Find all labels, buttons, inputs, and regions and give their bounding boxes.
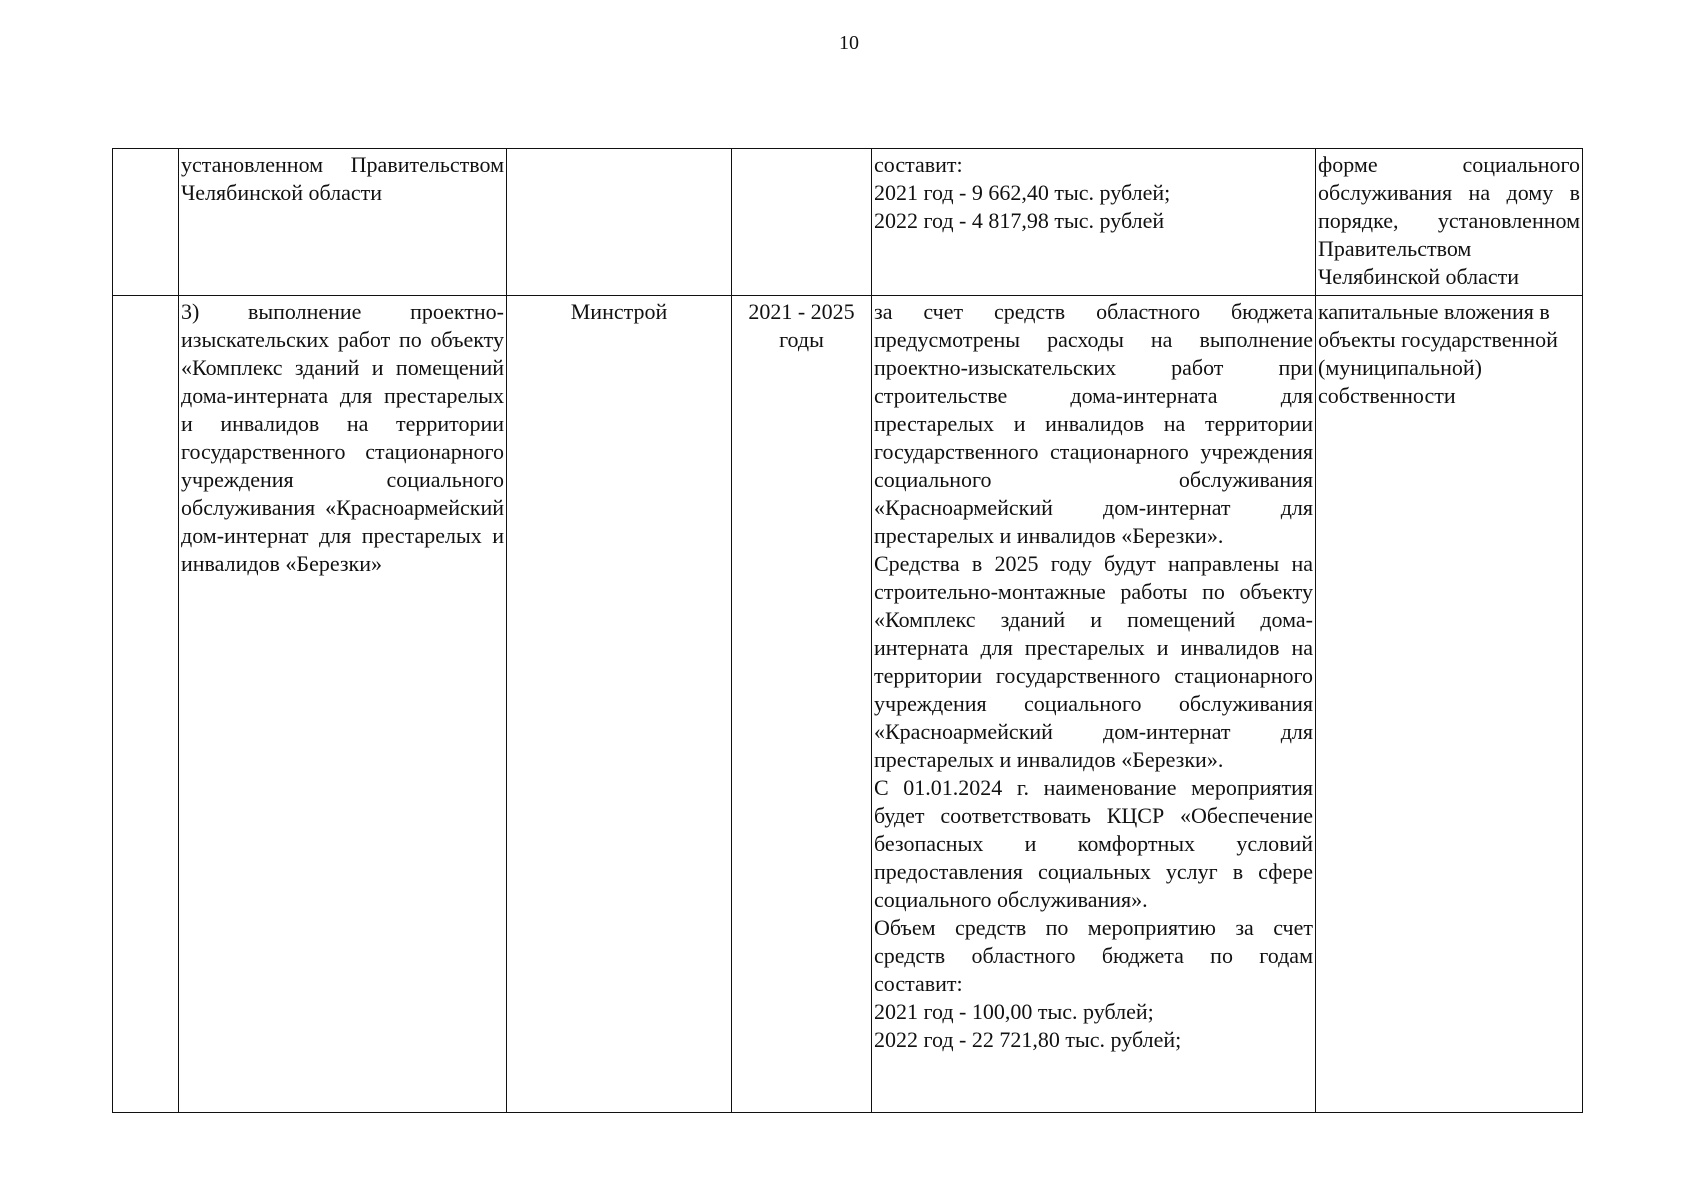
result-text: капитальные вложения в объекты государственной (муниципальной) собственности: [1318, 299, 1558, 408]
program-measures-table: [112, 148, 1583, 1113]
executor-cell: [507, 149, 732, 296]
result-cell: [1316, 149, 1583, 296]
number-cell: [113, 149, 179, 296]
funding-line: 2021 год - 9 662,40 тыс. рублей;: [874, 180, 1171, 205]
result-text: форме социального обслуживания на дому в порядке, установленном Правительством Челябинской области: [1318, 152, 1580, 289]
table-row: [113, 296, 1583, 1113]
measure-cell: [179, 149, 507, 296]
table-row: [113, 149, 1583, 296]
period-cell: [732, 296, 872, 1113]
period-cell: [732, 149, 872, 296]
funding-cell: [872, 149, 1316, 296]
number-cell: [113, 296, 179, 1113]
executor-cell: [507, 296, 732, 1113]
funding-paragraph: Средства в 2025 году будут направлены на строительно-монтажные работы по объекту «Комплекс зданий и помещений дома-интерната для престарелых и инвалидов на территории государственного стационарного учреждения социального обслуживания «Красноармейский дом-интернат для престарелых и инвалидов «Березки».: [874, 551, 1313, 772]
period-text: 2021 - 2025 годы: [748, 299, 855, 352]
funding-line: 2022 год - 22 721,80 тыс. рублей;: [874, 1027, 1182, 1052]
funding-paragraph: Объем средств по мероприятию за счет средств областного бюджета по годам составит:: [874, 915, 1313, 996]
measure-cell: [179, 296, 507, 1113]
result-cell: [1316, 296, 1583, 1113]
executor-text: Минстрой: [570, 299, 668, 324]
funding-lead: составит:: [874, 152, 963, 177]
funding-line: 2022 год - 4 817,98 тыс. рублей: [874, 208, 1165, 233]
funding-line: 2021 год - 100,00 тыс. рублей;: [874, 999, 1154, 1024]
funding-cell: [872, 296, 1316, 1113]
measure-text: установленном Правительством Челябинской области: [181, 152, 504, 205]
page-number: 10: [839, 32, 859, 54]
measure-text: 3) выполнение проектно-изыскательских работ по объекту «Комплекс зданий и помещений дома-интерната для престарелых и инвалидов на территории государственного стационарного учреждения социального обслуживания «Красноармейский дом-интернат для престарелых и инвалидов «Березки»: [181, 299, 504, 576]
funding-paragraph: С 01.01.2024 г. наименование мероприятия будет соответствовать КЦСР «Обеспечение безопасных и комфортных условий предоставления социальных услуг в сфере социального обслуживания».: [874, 775, 1313, 912]
funding-paragraph: за счет средств областного бюджета предусмотрены расходы на выполнение проектно-изыскательских работ при строительстве дома-интерната для престарелых и инвалидов на территории государственного стационарного учреждения социального обслуживания «Красноармейский дом-интернат для престарелых и инвалидов «Березки».: [874, 299, 1313, 548]
